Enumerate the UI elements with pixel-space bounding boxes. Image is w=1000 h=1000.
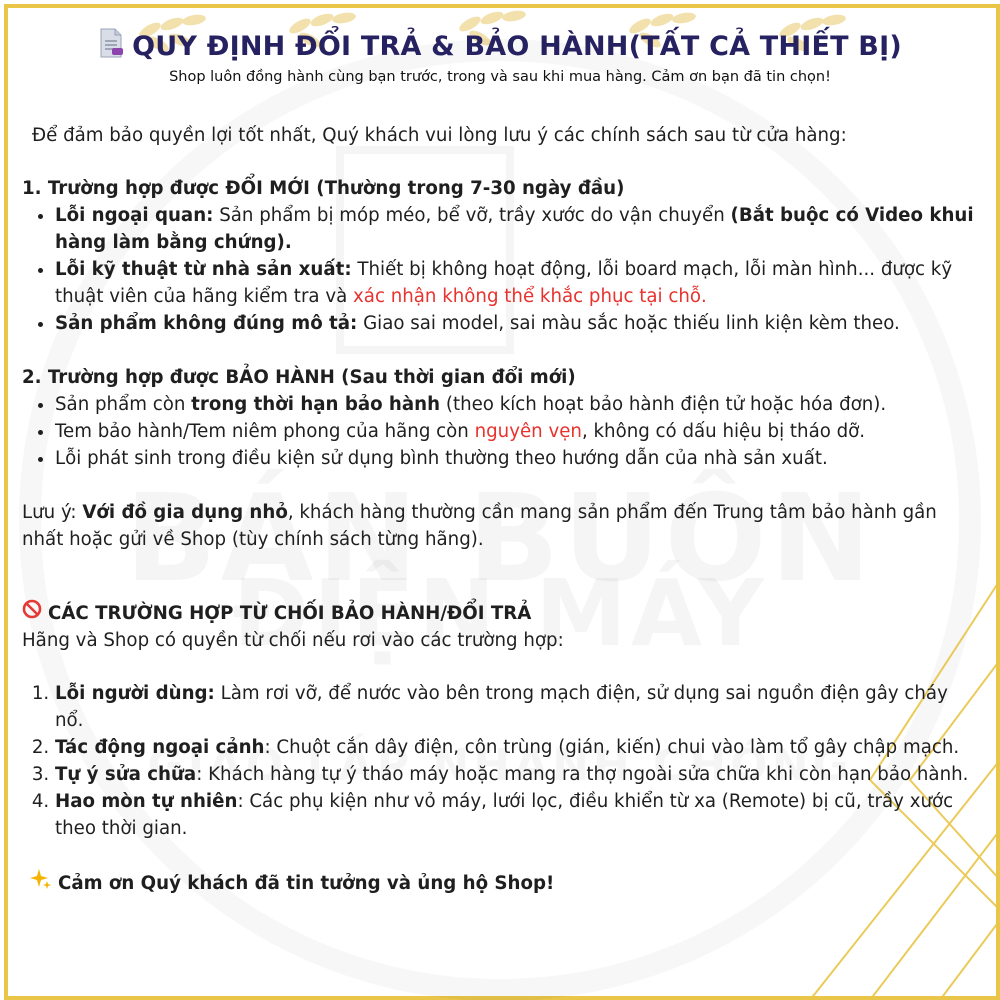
warranty-list [22, 391, 982, 472]
list-item: • Tem bảo hành/Tem niêm phong của hãng còn nguyên vẹn, không có dấu hiệu bị tháo dỡ. [55, 418, 982, 445]
page-title-text: QUY ĐỊNH ĐỔI TRẢ & BẢO HÀNH(TẤT CẢ THIẾT BỊ) [132, 31, 902, 62]
list-item: 4. Hao mòn tự nhiên: Các phụ kiện như vỏ máy, lưới lọc, điều khiển từ xa (Remote) bị cũ, trầy xước theo thời gian. [55, 788, 982, 842]
list-item: • Lỗi phát sinh trong điều kiện sử dụng bình thường theo hướng dẫn của nhà sản xuất. [55, 445, 982, 472]
refusal-heading: CÁC TRƯỜNG HỢP TỪ CHỐI BẢO HÀNH/ĐỔI TRẢ [22, 599, 982, 627]
note-paragraph: Lưu ý: Với đồ gia dụng nhỏ, khách hàng thường cần mang sản phẩm đến Trung tâm bảo hành gần nhất hoặc gửi về Shop (tùy chính sách từng hãng). [22, 502, 937, 550]
list-item: 2. Tác động ngoại cảnh: Chuột cắn dây điện, côn trùng (gián, kiến) chui vào làm tổ gây chập mạch. [55, 734, 982, 761]
refusal-subheading: Hãng và Shop có quyền từ chối nếu rơi vào các trường hợp: [22, 630, 564, 651]
list-item: 1. Lỗi người dùng: Làm rơi vỡ, để nước vào bên trong mạch điện, sử dụng sai nguồn điện gây cháy nổ. [55, 680, 982, 734]
exchange-heading: 1. Trường hợp được ĐỔI MỚI (Thường trong 7-30 ngày đầu) [22, 178, 625, 199]
list-item: • Lỗi ngoại quan: Sản phẩm bị móp méo, bể vỡ, trầy xước do vận chuyển (Bắt buộc có Video khui hàng làm bằng chứng). [55, 202, 982, 256]
policy-content [22, 122, 982, 898]
list-item: • Lỗi kỹ thuật từ nhà sản xuất: Thiết bị không hoạt động, lỗi board mạch, lỗi màn hình... được kỹ thuật viên của hãng kiểm tra và xác nhận không thể khắc phục tại chỗ. [55, 256, 982, 310]
thanks-message: Cảm ơn Quý khách đã tin tưởng và ủng hộ Shop! [30, 868, 982, 898]
list-item: 3. Tự ý sửa chữa: Khách hàng tự ý tháo máy hoặc mang ra thợ ngoài sửa chữa khi còn hạn bảo hành. [55, 761, 982, 788]
refusal-list [22, 680, 982, 842]
page-header [0, 28, 1000, 85]
ban-icon [22, 599, 42, 627]
list-item: • Sản phẩm không đúng mô tả: Giao sai model, sai màu sắc hoặc thiếu linh kiện kèm theo. [55, 310, 982, 337]
page-title [98, 28, 902, 65]
list-item: • Sản phẩm còn trong thời hạn bảo hành (theo kích hoạt bảo hành điện tử hoặc hóa đơn). [55, 391, 982, 418]
intro-text: Để đảm bảo quyền lợi tốt nhất, Quý khách vui lòng lưu ý các chính sách sau từ cửa hàng: [32, 125, 847, 146]
warranty-heading: 2. Trường hợp được BẢO HÀNH (Sau thời gian đổi mới) [22, 367, 576, 388]
page-subtitle: Shop luôn đồng hành cùng bạn trước, trong và sau khi mua hàng. Cảm ơn bạn đã tin chọn! [169, 69, 831, 85]
sparkles-icon [30, 868, 52, 898]
exchange-list [22, 202, 982, 337]
document-icon [98, 28, 124, 65]
